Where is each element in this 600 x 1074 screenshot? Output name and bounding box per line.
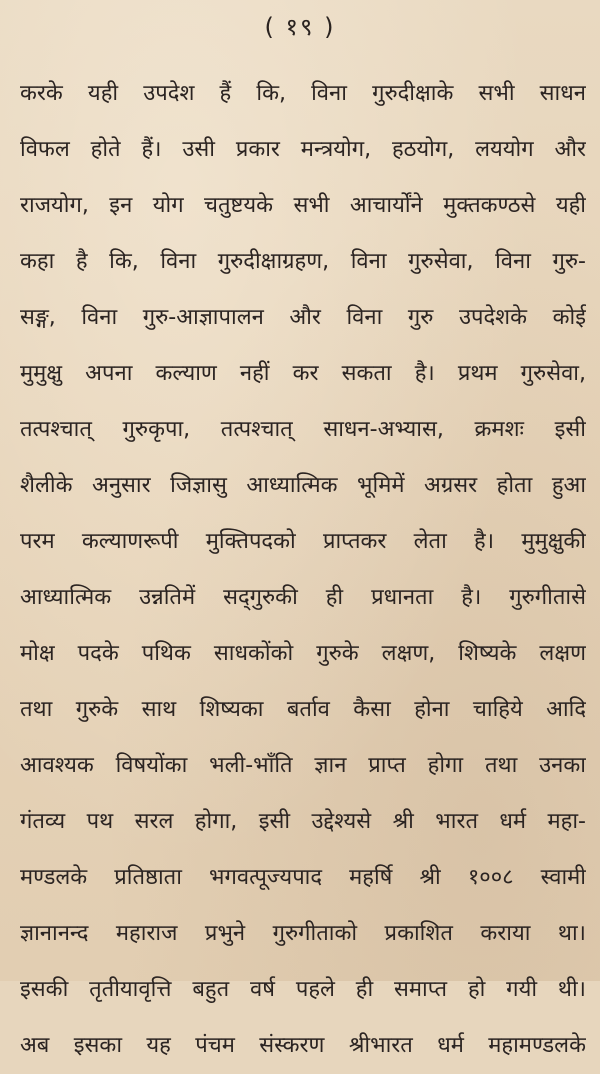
text-line-18: अब इसका यह पंचम संस्करण श्रीभारत धर्म महामण्डलके bbox=[20, 1033, 586, 1058]
text-line-15: मण्डलके प्रतिष्ठाता भगवत्पूज्यपाद महर्षि श्री १००८ स्वामी bbox=[20, 865, 586, 890]
text-line-17: इसकी तृतीयावृत्ति बहुत वर्ष पहले ही समाप्त हो गयी थी। bbox=[20, 977, 586, 1002]
text-line-11: मोक्ष पदके पथिक साधकोंको गुरुके लक्षण, शिष्यके लक्षण bbox=[20, 641, 586, 666]
text-line-13: आवश्यक विषयोंका भली-भाँति ज्ञान प्राप्त होगा तथा उनका bbox=[20, 753, 586, 778]
text-line-5: सङ्ग, विना गुरु-आज्ञापालन और विना गुरु उपदेशके कोई bbox=[20, 305, 586, 330]
body-text bbox=[20, 66, 586, 1074]
text-line-8: शैलीके अनुसार जिज्ञासु आध्यात्मिक भूमिमें अग्रसर होता हुआ bbox=[20, 473, 586, 498]
text-line-1: करके यही उपदेश हैं कि, विना गुरुदीक्षाके सभी साधन bbox=[20, 81, 586, 106]
text-line-3: राजयोग, इन योग चतुष्टयके सभी आचार्योंने मुक्तकण्ठसे यही bbox=[20, 193, 586, 218]
text-line-9: परम कल्याणरूपी मुक्तिपदको प्राप्तकर लेता है। मुमुक्षुकी bbox=[20, 529, 586, 554]
text-line-4: कहा है कि, विना गुरुदीक्षाग्रहण, विना गुरुसेवा, विना गुरु- bbox=[20, 249, 586, 274]
text-line-14: गंतव्य पथ सरल होगा, इसी उद्देश्यसे श्री भारत धर्म महा- bbox=[20, 809, 586, 834]
text-line-10: आध्यात्मिक उन्नतिमें सद्‌गुरुकी ही प्रधानता है। गुरुगीतासे bbox=[20, 585, 586, 610]
text-line-12: तथा गुरुके साथ शिष्यका बर्ताव कैसा होना चाहिये आदि bbox=[20, 697, 586, 722]
text-line-7: तत्पश्चात् गुरुकृपा, तत्पश्चात् साधन-अभ्यास, क्रमशः इसी bbox=[20, 417, 586, 442]
text-line-2: विफल होते हैं। उसी प्रकार मन्त्रयोग, हठयोग, लययोग और bbox=[20, 137, 586, 162]
page-number: ( १९ ) bbox=[264, 13, 336, 41]
text-line-6: मुमुक्षु अपना कल्याण नहीं कर सकता है। प्रथम गुरुसेवा, bbox=[20, 361, 586, 386]
text-line-16: ज्ञानानन्द महाराज प्रभुने गुरुगीताको प्रकाशित कराया था। bbox=[20, 921, 586, 946]
